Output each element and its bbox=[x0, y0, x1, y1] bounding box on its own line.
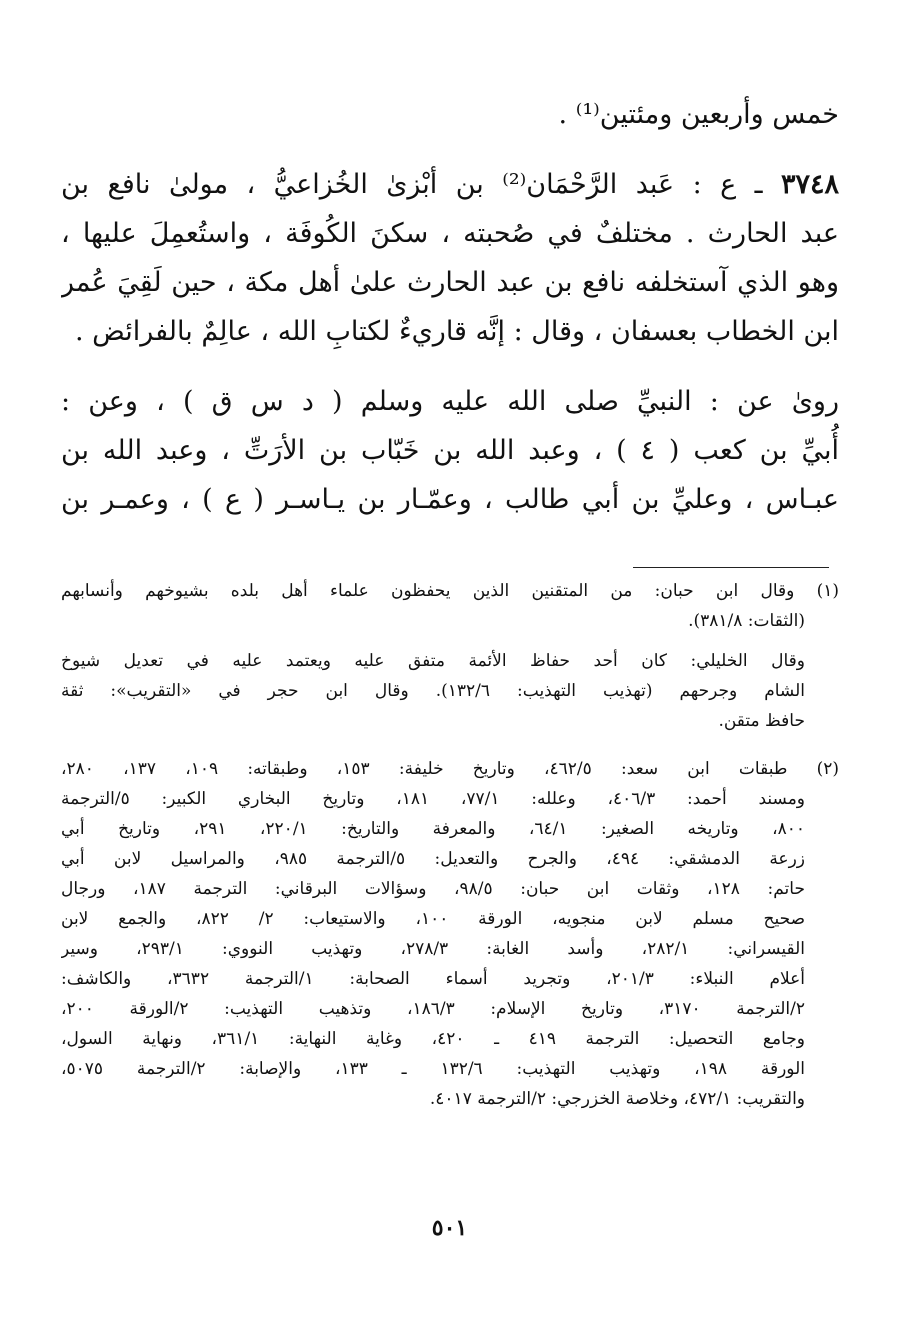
footnote-1-text: وقال ابن حبان: من المتقنين الذين يحفظون علماء أهل بلده بشيوخهم وأنسابهم bbox=[61, 581, 795, 601]
footnote-separator bbox=[633, 567, 829, 568]
entry-line-2: عبد الحارث . مختلفٌ في صُحبته ، سكنَ الكُوفَة ، واستُعمِلَ عليها ، bbox=[61, 218, 839, 249]
footnote-1-line-3: وقال الخليلي: كان أحد حفاظ الأئمة متفق عليه ويعتمد عليه في تعديل شيوخ bbox=[61, 651, 805, 671]
entry-line-3: وهو الذي آستخلفه نافع بن عبد الحارث علىٰ أهل مكة ، حين لَقِيَ عُمر bbox=[61, 267, 839, 298]
footnote-2-marker: (٢) bbox=[816, 759, 839, 779]
continuation-line: خمس وأربعين ومئتين⁽¹⁾ . bbox=[558, 99, 839, 130]
footnote-2-line-11: الورقة ١٩٨، وتهذيب التهذيب: ١٣٢/٦ ـ ١٣٣، والإصابة: ٢/الترجمة ٥٠٧٥، bbox=[61, 1059, 805, 1079]
footnote-1-line-1 bbox=[61, 576, 839, 606]
footnote-2-text: طبقات ابن سعد: ٤٦٢/٥، وتاريخ خليفة: ١٥٣، وطبقاته: ١٠٩، ١٣٧، ٢٨٠، bbox=[61, 759, 788, 779]
footnote-2-line-8: أعلام النبلاء: ٢٠١/٣، وتجريد أسماء الصحابة: ١/الترجمة ٣٦٣٢، والكاشف: bbox=[61, 969, 805, 989]
footnote-1-line-2: (الثقات: ٣٨١/٨). bbox=[688, 611, 805, 631]
narration-line-3: عبـاس ، وعليِّ بن أبي طالب ، وعمّـار بن يـاسـر ( ع ) ، وعمـر بن bbox=[61, 484, 839, 515]
footnote-2-line-10: وجامع التحصيل: الترجمة ٤١٩ ـ ٤٢٠، وغاية النهاية: ٣٦١/١، ونهاية السول، bbox=[61, 1029, 805, 1049]
footnote-2-line-7: القيسراني: ٢٨٢/١، وأسد الغابة: ٢٧٨/٣، وتهذيب النووي: ٢٩٣/١، وسير bbox=[61, 939, 805, 959]
footnote-2-line-1 bbox=[61, 754, 839, 784]
footnote-1-line-5: حافظ متقن. bbox=[718, 711, 805, 731]
footnote-1-line-4: الشام وجرحهم (تهذيب التهذيب: ١٣٢/٦). وقال ابن حجر في «التقريب»: ثقة bbox=[61, 681, 805, 701]
footnote-2-line-12: والتقريب: ٤٧٢/١، وخلاصة الخزرجي: ٢/الترجمة ٤٠١٧. bbox=[429, 1089, 805, 1109]
entry-line-4: ابن الخطاب بعسفان ، وقال : إنَّه قاريءٌ لكتابِ الله ، عالِمٌ بالفرائض . bbox=[74, 316, 839, 347]
footnote-2-line-2: ومسند أحمد: ٤٠٦/٣، وعلله: ٧٧/١، ١٨١، وتاريخ البخاري الكبير: ٥/الترجمة bbox=[61, 789, 805, 809]
entry-heading-text: ـ ع : عَبد الرَّحْمَان⁽²⁾ بن أبْزىٰ الخُزاعيُّ ، مولىٰ نافع بن bbox=[61, 169, 763, 200]
entry-number: ٣٧٤٨ bbox=[780, 169, 839, 200]
narration-line-1: روىٰ عن : النبيِّ صلى الله عليه وسلم ( د س ق ) ، وعن : bbox=[61, 386, 839, 417]
footnote-2-line-5: حاتم: ١٢٨، وثقات ابن حبان: ٩٨/٥، وسؤالات البرقاني: الترجمة ١٨٧، ورجال bbox=[61, 879, 805, 899]
footnote-2-line-9: ٢/الترجمة ٣١٧٠، وتاريخ الإسلام: ١٨٦/٣، وتذهيب التهذيب: ٢/الورقة ٢٠٠، bbox=[61, 999, 805, 1019]
footnote-2-line-3: ٨٠٠، وتاريخه الصغير: ٦٤/١، والمعرفة والتاريخ: ٢٢٠/١، ٢٩١، وتاريخ أبي bbox=[61, 819, 805, 839]
footnote-2-line-4: زرعة الدمشقي: ٤٩٤، والجرح والتعديل: ٥/الترجمة ٩٨٥، والمراسيل لابن أبي bbox=[61, 849, 805, 869]
footnote-1-marker: (١) bbox=[816, 581, 839, 601]
page-number: ٥٠١ bbox=[431, 1215, 468, 1241]
narration-line-2: أُبيِّ بن كعب ( ٤ ) ، وعبد الله بن خَبّاب بن الأرَتِّ ، وعبد الله بن bbox=[61, 435, 839, 466]
footnote-2-line-6: صحيح مسلم لابن منجويه، الورقة ١٠٠، والاستيعاب: ٢/ ٨٢٢، والجمع لابن bbox=[61, 909, 805, 929]
